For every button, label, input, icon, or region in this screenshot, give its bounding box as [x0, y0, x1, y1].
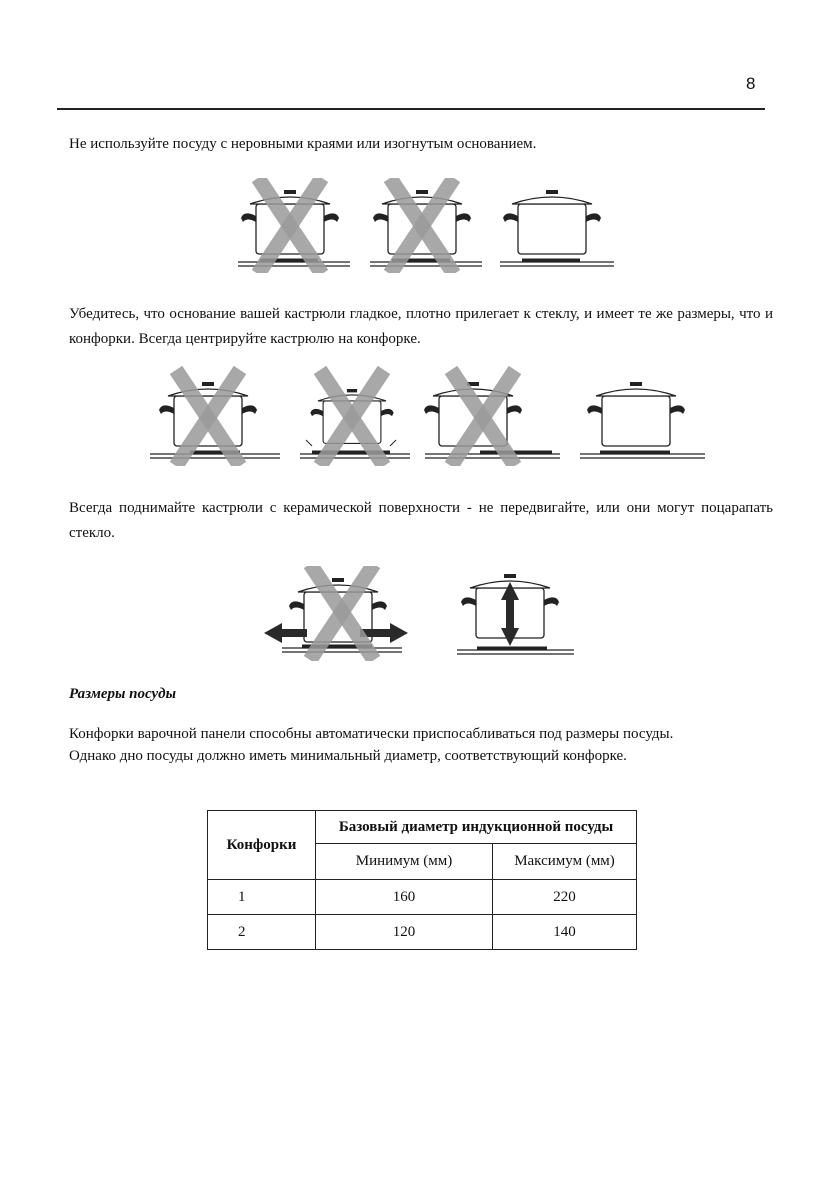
table-row: [208, 915, 637, 950]
pot-smaller-than-burner-crossed: [300, 370, 410, 466]
table-header-min: Минимум (мм): [316, 844, 493, 880]
pot-warped-base-crossed: [238, 178, 350, 273]
header-rule: [57, 108, 765, 110]
table-header-group: Базовый диаметр индукционной посуды: [316, 811, 637, 844]
lift-pots-figure: [262, 566, 582, 661]
table-cell-burner: 1: [208, 880, 316, 915]
cookware-size-text-1: Конфорки варочной панели способны автоматически приспосабливаться под размеры посуды.: [69, 726, 674, 742]
cookware-size-heading: Размеры посуды: [69, 686, 177, 702]
table-cell-max: 140: [493, 915, 637, 950]
table-cell-burner: 2: [208, 915, 316, 950]
table-header-max: Максимум (мм): [493, 844, 637, 880]
table-cell-min: 120: [316, 915, 493, 950]
pot-bent-base-crossed: [370, 178, 482, 273]
pot-lifting-correct: [457, 574, 574, 654]
pot-off-center-crossed: [424, 370, 560, 466]
table-row: [208, 880, 637, 915]
table-header-burner: Конфорки: [208, 811, 316, 880]
pot-sliding-crossed: [264, 566, 408, 660]
uneven-cookware-text: Не используйте посуду с неровными краями или изогнутым основанием.: [69, 136, 537, 152]
uneven-cookware-figure: [230, 178, 620, 273]
cookware-size-table: [207, 810, 637, 950]
pot-flat-base-correct: [500, 190, 614, 266]
page-number: 8: [746, 74, 756, 93]
pot-larger-than-burner-crossed: [150, 370, 280, 466]
table-cell-min: 160: [316, 880, 493, 915]
pot-centered-correct: [580, 382, 705, 458]
lift-pots-text: Всегда поднимайте кастрюли с керамической поверхности - не передвигайте, или они могут поцарапать стекло.: [69, 500, 773, 541]
pot-size-figure: [140, 366, 710, 466]
smooth-base-text: Убедитесь, что основание вашей кастрюли гладкое, плотно прилегает к стеклу, и имеет те же размеры, что и конфорки. Всегда центрируйте кастрюлю на конфорке.: [69, 306, 773, 347]
cookware-size-text-2: Однако дно посуды должно иметь минимальный диаметр, соответствующий конфорке.: [69, 748, 627, 764]
table-cell-max: 220: [493, 880, 637, 915]
